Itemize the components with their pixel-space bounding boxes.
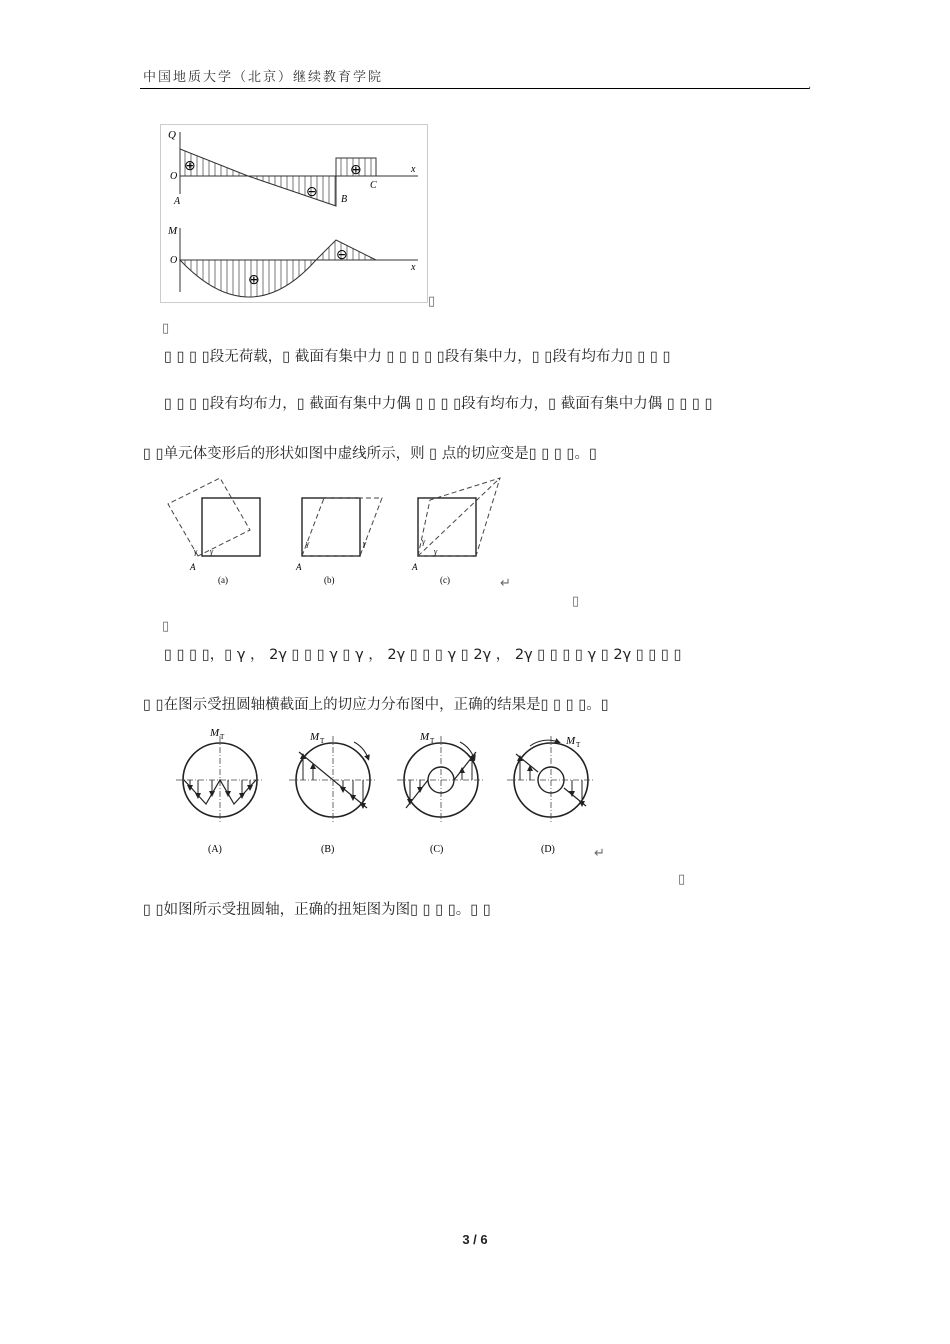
q2-blank-line: ▯ xyxy=(162,619,170,634)
fig-c-torque-sub: T xyxy=(430,737,435,745)
fig-option-b xyxy=(289,731,377,855)
m-x-label: x xyxy=(411,262,416,273)
fig-option-c xyxy=(397,731,485,855)
q2-mark-right: ▯ xyxy=(572,594,580,609)
page-number: 3 / 6 xyxy=(462,1232,488,1247)
fig-b-torque-sub: T xyxy=(320,737,325,745)
fig-b-gamma-1: γ xyxy=(306,539,310,548)
fig-c-point-label: A xyxy=(412,562,418,572)
q-plus-sign-2: ⊕ xyxy=(350,163,362,178)
q-origin-label: O xyxy=(170,171,178,182)
fig-c-caption: (c) xyxy=(440,575,450,585)
figure1-trailing-mark: ▯ xyxy=(428,294,436,309)
figure-torsion-stress xyxy=(168,722,608,862)
fig-d-torque-sub: T xyxy=(576,741,581,749)
point-b-label: B xyxy=(341,194,348,205)
header-rule xyxy=(140,88,810,89)
header-institution: 中国地质大学（北京）继续教育学院 xyxy=(143,70,384,85)
fig-c-gamma-2: γ xyxy=(434,547,438,556)
header-mark: , xyxy=(808,80,812,91)
q-x-label: x xyxy=(411,164,416,175)
q-label: Q xyxy=(168,129,176,141)
fig-a-gamma-1: γ xyxy=(194,547,198,556)
q2-stem: ▯ ▯单元体变形后的形状如图中虚线所示，则 ▯ 点的切应变是▯ ▯ ▯ ▯。▯ xyxy=(143,446,597,462)
q1-blank-line: ▯ xyxy=(162,321,170,336)
q3-stem: ▯ ▯在图示受扭圆轴横截面上的切应力分布图中，正确的结果是▯ ▯ ▯ ▯。▯ xyxy=(143,697,609,713)
fig-a-torque: M xyxy=(210,727,220,739)
q1-option-row-1: ▯ ▯ ▯ ▯段无荷载，▯ 截面有集中力 ▯ ▯ ▯ ▯ ▯段有集中力，▯ ▯段有均布力▯ ▯ ▯ ▯ xyxy=(164,349,671,365)
fig-b-caption: (b) xyxy=(324,575,335,585)
point-a-label: A xyxy=(174,196,181,207)
fig-a-torque-sub: T xyxy=(220,733,225,741)
q-minus-sign: ⊖ xyxy=(306,185,318,200)
m-origin-label: O xyxy=(170,255,178,266)
fig-a-caption: (A) xyxy=(208,844,222,855)
fig-b-point-label: A xyxy=(296,562,302,572)
m-minus-sign: ⊖ xyxy=(336,248,348,263)
q-plus-sign: ⊕ xyxy=(184,159,196,174)
q4-stem: ▯ ▯如图所示受扭圆轴，正确的扭矩图为图▯ ▯ ▯ ▯。▯ ▯ xyxy=(143,902,491,918)
fig-b-caption: (B) xyxy=(321,844,335,855)
fig-c-torque: M xyxy=(420,731,430,743)
fig-option-d xyxy=(507,735,595,855)
fig-b-torque: M xyxy=(310,731,320,743)
figure-element-deformation xyxy=(160,470,520,590)
fig-a-point-label: A xyxy=(190,562,196,572)
q2-trailing-mark: ↵ xyxy=(500,576,511,591)
fig-d-torque: M xyxy=(566,735,576,747)
fig-c-caption: (C) xyxy=(430,844,444,855)
q2-options: ▯ ▯ ▯ ▯，▯ γ ， 2γ ▯ ▯ ▯ γ ▯ γ ， 2γ ▯ ▯ ▯ γ ▯ 2γ ， 2γ ▯ ▯ ▯ ▯ γ ▯ 2γ ▯ ▯ ▯ ▯ xyxy=(164,647,682,663)
figure-shear-moment-diagram xyxy=(160,124,430,304)
q3-trailing-mark: ↵ xyxy=(594,846,605,861)
fig-option-a xyxy=(176,727,264,855)
fig-a-gamma-2: γ xyxy=(210,547,214,556)
fig-a-caption: (a) xyxy=(218,575,228,585)
q1-option-row-2: ▯ ▯ ▯ ▯段有均布力，▯ 截面有集中力偶 ▯ ▯ ▯ ▯段有均布力，▯ 截面有集中力偶 ▯ ▯ ▯ ▯ xyxy=(164,396,713,412)
fig-b-gamma-2: γ xyxy=(363,539,367,548)
fig-d-caption: (D) xyxy=(541,844,555,855)
q3-mark-right: ▯ xyxy=(678,872,686,887)
m-label: M xyxy=(168,225,178,237)
point-c-label: C xyxy=(370,180,377,191)
m-plus-sign: ⊕ xyxy=(248,273,260,288)
fig-c-gamma-1: γ xyxy=(422,537,426,546)
